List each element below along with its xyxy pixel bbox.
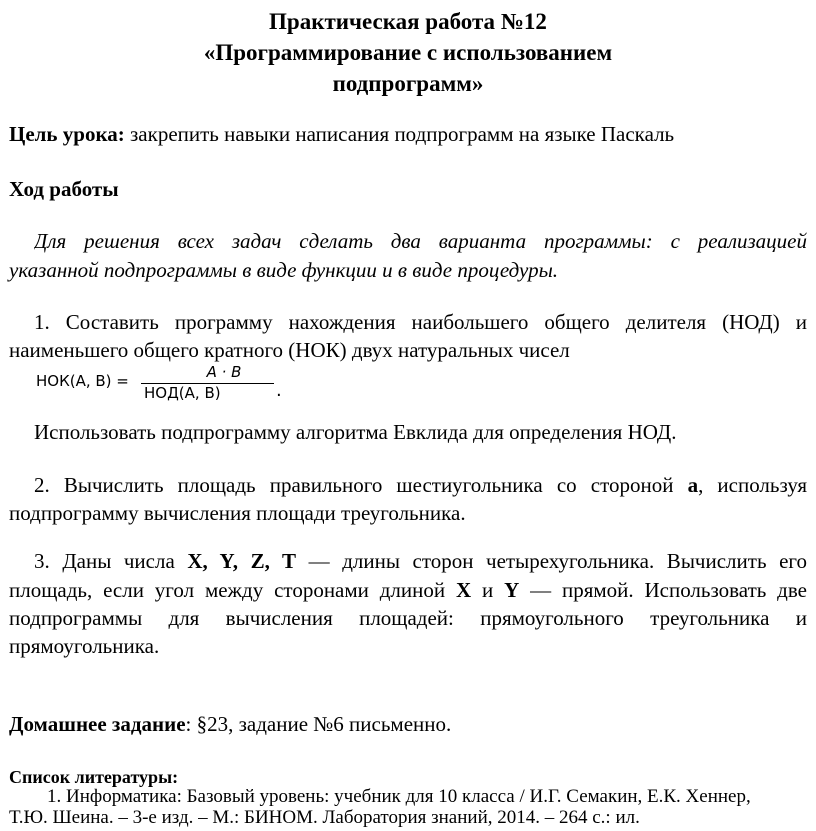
formula-lhs: НОК(A, B) = (36, 372, 129, 390)
task1-line-2: наименьшего общего кратного (НОК) двух натуральных чисел (9, 338, 570, 362)
task3-var-y: Y (504, 578, 520, 602)
goal-text: закрепить навыки написания подпрограмм на языке Паскаль (124, 122, 675, 146)
formula-period: . (276, 380, 282, 401)
lesson-goal (9, 120, 807, 148)
task1-line-3: Использовать подпрограмму алгоритма Евклида для определения НОД. (34, 420, 677, 444)
task3-text-c: площадь, если угол между сторонами длиной (9, 578, 456, 602)
homework-label: Домашнее задание (9, 712, 186, 736)
task3-line-2 (9, 576, 807, 604)
task1-line-1: 1. Составить программу нахождения наибольшего общего делителя (НОД) и (34, 310, 807, 334)
workflow-heading: Ход работы (9, 177, 119, 201)
references-heading: Список литературы: (9, 767, 179, 787)
title-line-3: подпрограмм» (332, 71, 484, 96)
task3-text-d: — прямой. Использовать две (519, 578, 807, 602)
task3-var-x: X (455, 578, 472, 602)
task2-line-1 (34, 471, 807, 499)
task2-text-a: 2. Вычислить площадь правильного шестиугольника со стороной (34, 473, 688, 497)
intro-line-1: Для решения всех задач сделать два варианта программы: с реализацией (34, 229, 807, 253)
title-line-1: Практическая работа №12 (269, 9, 547, 34)
task3-text-a: 3. Даны числа (34, 549, 188, 573)
formula-denominator: НОД(A, B) (144, 384, 221, 402)
goal-label: Цель урока: (9, 122, 125, 146)
reference-line-2: Т.Ю. Шеина. – 3-е изд. – М.: БИНОМ. Лаборатория знаний, 2014. – 264 с.: ил. (9, 807, 640, 828)
task2-side-var: a (687, 473, 699, 497)
task3-line-1 (34, 547, 807, 575)
title-line-2: «Программирование с использованием (203, 40, 613, 65)
task3-text-and: и (471, 578, 505, 602)
task3-line-4: прямоугольника. (9, 634, 160, 658)
intro-line-2: указанной подпрограммы в виде функции и в виде процедуры. (9, 258, 559, 282)
task3-vars: X, Y, Z, T (187, 549, 297, 573)
reference-line-1: 1. Информатика: Базовый уровень: учебник для 10 класса / И.Г. Семакин, Е.К. Хеннер, (47, 786, 751, 807)
homework-text: : §23, задание №6 письменно. (185, 712, 452, 736)
task2-text-b: , используя (698, 473, 807, 497)
task3-line-3: подпрограммы для вычисления площадей: прямоугольного треугольника и (9, 606, 807, 630)
task3-text-b: — длины сторон четырехугольника. Вычислить его (296, 549, 807, 573)
homework (9, 710, 807, 738)
formula-numerator: A · B (206, 363, 242, 381)
task2-line-2: подпрограмму вычисления площади треугольника. (9, 501, 466, 525)
